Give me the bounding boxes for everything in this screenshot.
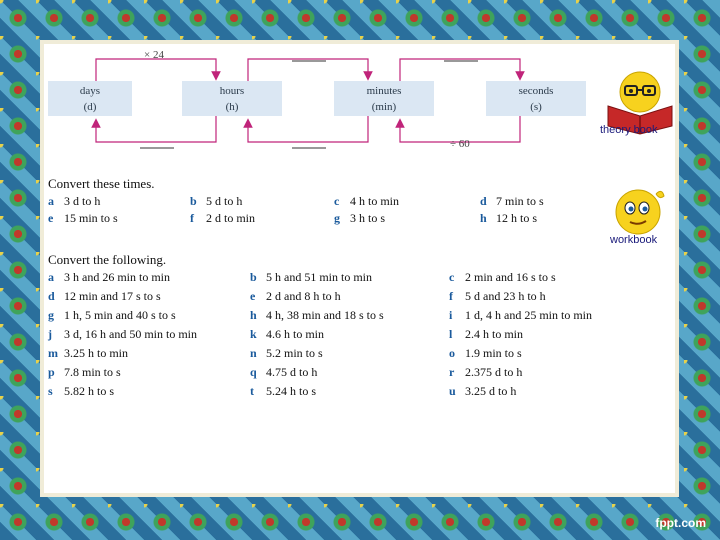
question-letter: p (48, 365, 55, 379)
question-text: 5.2 min to s (266, 346, 323, 360)
question-text: 2.375 d to h (465, 365, 523, 379)
question-letter: f (190, 211, 194, 225)
question-text: 5.82 h to s (64, 384, 115, 398)
question-text: 1 d, 4 h and 25 min to min (465, 308, 592, 322)
question-item (48, 365, 121, 380)
unit-abbr: (h) (225, 101, 239, 113)
question-item (449, 270, 556, 285)
theory-book-caption: theory book (600, 124, 658, 136)
question-text: 4.75 d to h (266, 365, 318, 379)
question-text: 2 d to min (206, 211, 256, 225)
question-letter: q (250, 365, 257, 379)
question-item (449, 365, 522, 380)
question-letter: c (334, 194, 340, 208)
question-item (250, 308, 384, 323)
question-text: 5.24 h to s (266, 384, 317, 398)
question-letter: m (48, 346, 58, 360)
question-item (250, 365, 317, 380)
question-item (449, 384, 516, 399)
question-item (48, 211, 118, 226)
question-letter: e (250, 289, 256, 303)
unit-box-minutes (334, 81, 434, 116)
question-letter: a (48, 194, 54, 208)
question-item (449, 308, 592, 323)
question-text: 5 d and 23 h to h (465, 289, 546, 303)
multiply-label: × 24 (144, 49, 164, 61)
question-text: 12 h to s (496, 211, 538, 225)
question-item (250, 289, 341, 304)
unit-name: hours (219, 85, 245, 97)
section1-heading: Convert these times. (48, 176, 155, 191)
question-text: 7.8 min to s (64, 365, 121, 379)
question-text: 4 h to min (350, 194, 400, 208)
unit-box-hours (182, 81, 282, 116)
question-item (48, 308, 176, 323)
question-text: 15 min to s (64, 211, 118, 225)
question-item (250, 384, 316, 399)
question-letter: j (48, 327, 52, 341)
question-item (48, 346, 128, 361)
question-item (480, 194, 544, 209)
question-item (48, 289, 161, 304)
question-item (334, 211, 385, 226)
question-letter: d (48, 289, 55, 303)
unit-name: seconds (518, 85, 554, 97)
unit-abbr: (d) (83, 101, 97, 113)
question-letter: h (250, 308, 257, 322)
question-letter: r (449, 365, 455, 379)
question-letter: b (190, 194, 197, 208)
question-letter: c (449, 270, 455, 284)
question-item (250, 327, 324, 342)
question-text: 3 d to h (64, 194, 101, 208)
unit-abbr: (s) (530, 101, 542, 113)
question-text: 4 h, 38 min and 18 s to s (266, 308, 384, 322)
unit-box-days (48, 81, 132, 116)
question-item (480, 211, 537, 226)
question-text: 1 h, 5 min and 40 s to s (64, 308, 176, 322)
question-text: 4.6 h to min (266, 327, 325, 341)
question-letter: a (48, 270, 54, 284)
unit-abbr: (min) (371, 101, 397, 113)
question-text: 3 d, 16 h and 50 min to min (64, 327, 197, 341)
conversion-diagram (44, 44, 604, 164)
question-letter: h (480, 211, 487, 225)
question-letter: g (334, 211, 340, 225)
section2-heading: Convert the following. (48, 252, 167, 267)
question-item (190, 211, 255, 226)
question-item (48, 384, 114, 399)
worksheet-panel (40, 40, 679, 497)
question-text: 2.4 h to min (465, 327, 524, 341)
question-item (449, 346, 522, 361)
question-text: 3.25 h to min (64, 346, 129, 360)
question-text: 5 d to h (206, 194, 243, 208)
question-item (48, 194, 100, 209)
workbook-caption: workbook (610, 234, 658, 246)
question-letter: f (449, 289, 453, 303)
question-item (250, 346, 323, 361)
question-text: 12 min and 17 s to s (64, 289, 161, 303)
divide-label: ÷ 60 (450, 138, 470, 150)
thinking-smiley-icon (610, 184, 670, 240)
question-item (449, 327, 523, 342)
unit-name: minutes (366, 85, 402, 97)
question-letter: i (449, 308, 453, 322)
question-letter: b (250, 270, 257, 284)
unit-box-seconds (486, 81, 586, 116)
question-text: 3.25 d to h (465, 384, 517, 398)
question-item (250, 270, 372, 285)
question-item (48, 270, 170, 285)
question-item (190, 194, 242, 209)
question-letter: l (449, 327, 453, 341)
question-text: 7 min to s (496, 194, 544, 208)
question-text: 2 d and 8 h to h (266, 289, 341, 303)
question-letter: t (250, 384, 254, 398)
question-letter: k (250, 327, 257, 341)
question-text: 3 h and 26 min to min (64, 270, 170, 284)
question-letter: n (250, 346, 257, 360)
question-letter: d (480, 194, 487, 208)
question-item (48, 327, 197, 342)
question-text: 1.9 min to s (465, 346, 522, 360)
question-letter: s (48, 384, 53, 398)
unit-name: days (79, 85, 101, 97)
question-text: 2 min and 16 s to s (465, 270, 556, 284)
question-text: 3 h to s (350, 211, 386, 225)
watermark: fppt.com (655, 516, 706, 530)
question-letter: o (449, 346, 455, 360)
question-letter: g (48, 308, 54, 322)
question-letter: u (449, 384, 456, 398)
question-text: 5 h and 51 min to min (266, 270, 372, 284)
question-item (449, 289, 546, 304)
question-letter: e (48, 211, 54, 225)
question-item (334, 194, 399, 209)
